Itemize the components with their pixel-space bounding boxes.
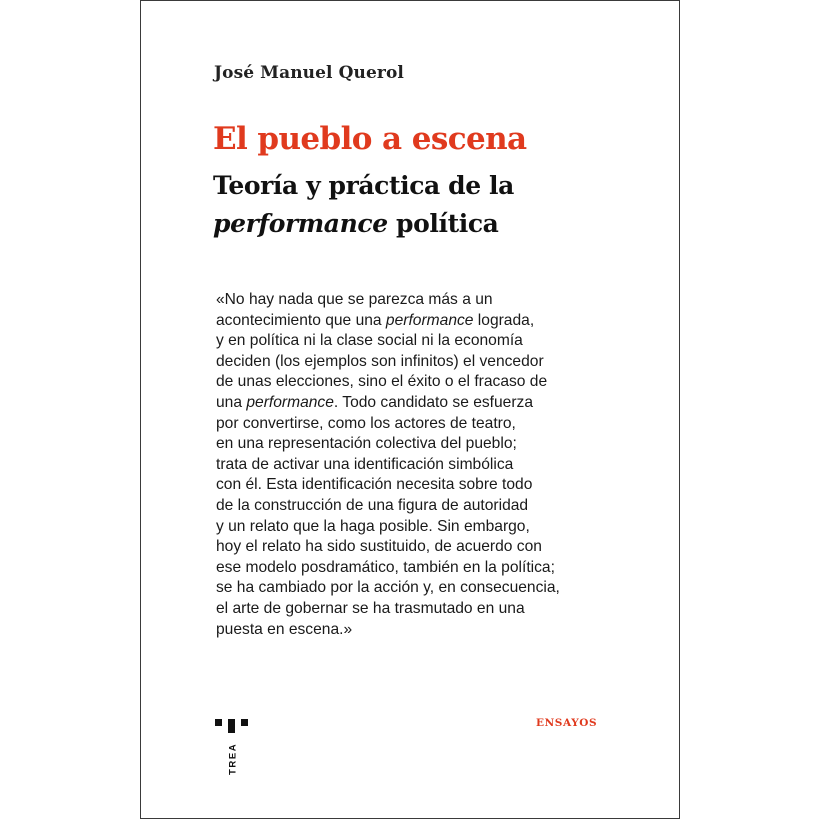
- quote-line: [216, 517, 636, 538]
- subtitle-line-2: [213, 205, 514, 243]
- quote-line: [216, 599, 636, 620]
- subtitle-line-1: Teoría y práctica de la: [213, 171, 514, 200]
- quote-line: [216, 455, 636, 476]
- quote-line: [216, 352, 636, 373]
- quote-text: lograda,: [473, 311, 535, 329]
- book-subtitle: [213, 167, 514, 243]
- quote-text: de unas elecciones, sino el éxito o el fracaso de: [216, 373, 548, 391]
- back-cover-quote: [216, 290, 636, 640]
- book-cover: [140, 0, 680, 819]
- quote-line: [216, 475, 636, 496]
- quote-italic-word: performance: [246, 393, 334, 411]
- book-title: El pueblo a escena: [213, 121, 527, 157]
- quote-text: de la construcción de una figura de autoridad: [216, 496, 529, 514]
- quote-text: ese modelo posdramático, también en la política;: [216, 558, 555, 576]
- quote-line: [216, 537, 636, 558]
- quote-text: puesta en escena.»: [216, 620, 353, 638]
- quote-text: trata de activar una identificación simbólica: [216, 455, 514, 473]
- collection-label: ENSAYOS: [536, 717, 598, 729]
- quote-text: en una representación colectiva del pueblo;: [216, 435, 517, 453]
- quote-text: deciden (los ejemplos son infinitos) el vencedor: [216, 352, 544, 370]
- quote-line: [216, 434, 636, 455]
- quote-text: el arte de gobernar se ha trasmutado en una: [216, 599, 525, 617]
- quote-text: hoy el relato ha sido sustituido, de acuerdo con: [216, 538, 542, 556]
- quote-line: [216, 311, 636, 332]
- quote-line: [216, 620, 636, 641]
- quote-line: [216, 331, 636, 352]
- quote-text: acontecimiento que una: [216, 311, 386, 329]
- quote-text: una: [216, 393, 247, 411]
- quote-line: [216, 558, 636, 579]
- quote-line: [216, 372, 636, 393]
- trea-logo-icon: [215, 719, 255, 789]
- quote-line: [216, 393, 636, 414]
- quote-italic-word: performance: [385, 311, 474, 329]
- svg-text:TREA: TREA: [227, 742, 239, 775]
- quote-text: y en política ni la clase social ni la economía: [216, 332, 523, 350]
- author-name: José Manuel Querol: [214, 63, 404, 83]
- quote-line: [216, 496, 636, 517]
- subtitle-italic-word: performance: [213, 209, 388, 238]
- quote-line: [216, 290, 636, 311]
- quote-text: y un relato que la haga posible. Sin embargo,: [216, 517, 530, 535]
- quote-text: por convertirse, como los actores de teatro,: [216, 414, 516, 432]
- quote-line: [216, 414, 636, 435]
- publisher-logo: [215, 719, 255, 789]
- subtitle-line-2-rest: política: [387, 209, 499, 238]
- quote-text: «No hay nada que se parezca más a un: [216, 291, 493, 308]
- quote-text: con él. Esta identificación necesita sobre todo: [216, 476, 533, 494]
- quote-line: [216, 578, 636, 599]
- quote-text: se ha cambiado por la acción y, en consecuencia,: [216, 579, 560, 597]
- quote-text: . Todo candidato se esfuerza: [333, 393, 534, 411]
